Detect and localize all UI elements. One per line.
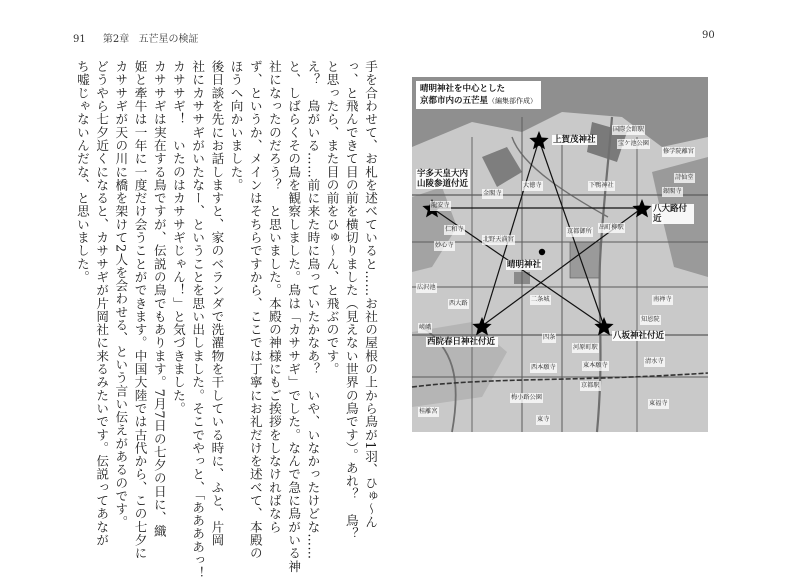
shrine-label-seimei: 晴明神社 xyxy=(507,260,542,270)
place-label: 国際会館駅 xyxy=(613,126,644,133)
place-label: 修学院離宮 xyxy=(663,148,694,155)
place-label: 梅小路公園 xyxy=(511,394,542,401)
place-label: 桂離宮 xyxy=(419,408,438,415)
shrine-label-yasaka: 八坂神社付近 xyxy=(613,331,665,341)
text-line: 社になったのだろう？ と思いました。本殿の神様にもご挨拶をしなければなら xyxy=(266,60,282,534)
left-page-number: 91 xyxy=(73,34,86,45)
shrine-label-kamigamo: 上賀茂神社 xyxy=(553,135,596,145)
chapter-label: 第2章 xyxy=(102,34,130,45)
text-line: と、しばらくその鳥を観察しました。鳥は「カササギ」でした。なんで急に鳥がいる神 xyxy=(286,60,302,573)
text-line: え？ 鳥がいる……前に来た時に鳥っていたかなあ？ いや、いなかったけどな…… xyxy=(305,60,321,560)
text-line: っ、と飛んできて目の前を横切りました（見えない世界の鳥です）。あれ？ 鳥？ xyxy=(343,60,359,541)
place-label: 西大路 xyxy=(449,300,468,307)
place-label: 出町柳駅 xyxy=(599,224,624,231)
star-marker xyxy=(529,131,548,149)
text-line: ち嘘じゃないんだな、と思いました。 xyxy=(74,60,90,284)
place-label: 西本願寺 xyxy=(531,364,556,371)
left-page-header xyxy=(73,30,198,45)
text-line: ほうへ向かいました。 xyxy=(228,60,244,192)
text-line: 後日談を先にお話しますと、家のベランダで洗濯物を干している時に、ふと、片岡 xyxy=(209,60,225,547)
place-label: 東寺 xyxy=(537,416,550,423)
place-label: 河原町駅 xyxy=(573,344,598,351)
place-label: 宝ケ池公園 xyxy=(618,140,649,147)
place-label: 仁和寺 xyxy=(445,226,464,233)
place-label: 知恩院 xyxy=(641,316,660,323)
star-marker xyxy=(594,317,613,335)
place-label: 広沢池 xyxy=(417,284,436,291)
text-line: 社にカササギがいたなー、ということを思い出しました。そこでやっと、「ああああっ！ xyxy=(190,60,206,580)
place-label: 四条 xyxy=(543,334,556,341)
text-line: カササギが天の川に橋を架けて2人を会わせる、という言い伝えがあるのです。 xyxy=(113,60,129,529)
map-title-note: （編集部作成） xyxy=(488,97,538,105)
place-label: 北野天満宮 xyxy=(483,236,514,243)
text-line: 手を合わせて、お札を述べていると……お社の屋根の上から鳥が1羽、ひゅ～ん xyxy=(363,60,378,529)
place-label: 銀閣寺 xyxy=(663,188,682,195)
section-title: 五芒星の検証 xyxy=(138,34,199,45)
place-label: 京都駅 xyxy=(581,382,600,389)
kyoto-pentagram-map xyxy=(412,77,708,432)
text-line: ず、というか、メインはそちらですから、ここでは丁寧にお礼だけを述べて、本殿の xyxy=(247,60,263,560)
place-label: 東福寺 xyxy=(649,400,668,407)
star-marker xyxy=(632,199,651,217)
map-title xyxy=(416,81,541,109)
place-label: 東本願寺 xyxy=(583,362,608,369)
right-page-number: 90 xyxy=(702,30,715,41)
text-line: と思ったら、また目の前をひゅ～ん、と飛ぶのです。 xyxy=(324,60,340,376)
map-title-line2: 京都市内の五芒星 xyxy=(420,96,489,106)
place-label: 詩仙堂 xyxy=(675,174,694,181)
vertical-body-text xyxy=(74,60,380,580)
place-label: 清水寺 xyxy=(645,358,664,365)
text-line: 姫と牽牛は一年に一度だけ会うことができます。中国大陸では古代から、この七夕に xyxy=(132,60,148,560)
place-label: 嵯峨 xyxy=(419,324,432,331)
text-line: どうやら七夕近くになると、カササギが片岡社に来るみたいです。伝説ってあなが xyxy=(94,60,110,547)
place-label: 下鴨神社 xyxy=(589,182,614,189)
map-graphic xyxy=(412,77,708,432)
place-label: 二条城 xyxy=(531,296,550,303)
place-label: 南禅寺 xyxy=(653,296,672,303)
shrine-label-hachidaiji: 八大路付近 xyxy=(652,204,694,224)
text-line: カササギは実在する鳥ですが、伝説の鳥でもあります。7月7日の七夕の日に、織 xyxy=(151,60,167,538)
shrine-label-saiin-kasuga: 西院春日神社付近 xyxy=(426,337,498,347)
text-line: カササギ！ いたのはカササギじゃん！」と気づきました。 xyxy=(170,60,186,416)
place-label: 京都御所 xyxy=(567,228,592,235)
place-label: 大徳寺 xyxy=(523,182,542,189)
shrine-label-uda-tenno: 宇多天皇大内山陵参道付近 xyxy=(417,169,469,189)
place-label: 金閣寺 xyxy=(483,190,502,197)
place-label: 龍安寺 xyxy=(431,202,450,209)
map-title-line1: 晴明神社を中心とした xyxy=(420,84,506,94)
place-label: 妙心寺 xyxy=(435,242,454,249)
